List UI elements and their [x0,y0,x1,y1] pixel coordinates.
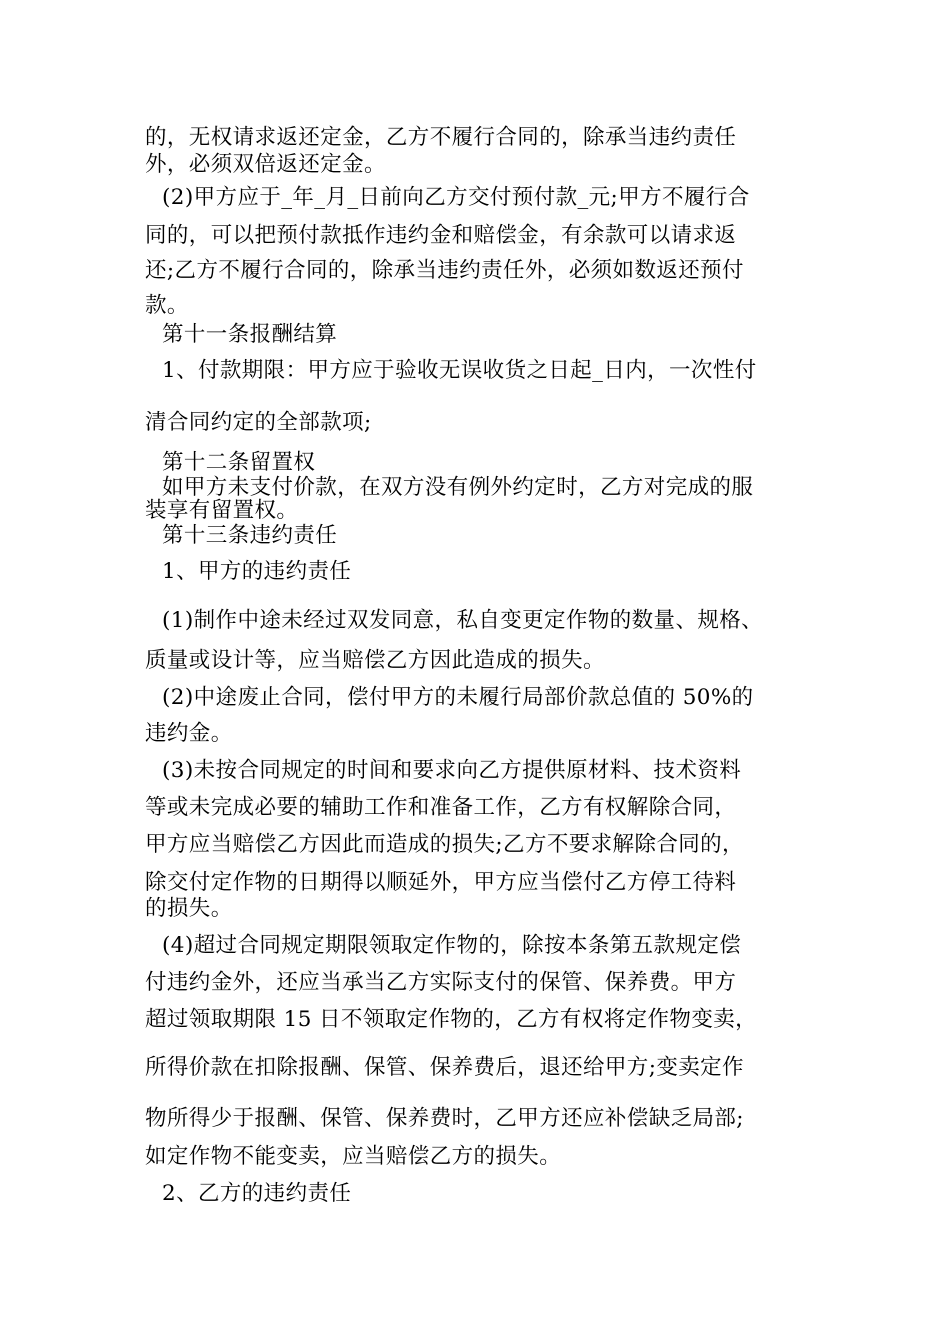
text-line: 物所得少于报酬、保管、保养费时，乙甲方还应补偿缺乏局部; [145,1106,744,1131]
text-line: (2)甲方应于_年_月_日前向乙方交付预付款_元;甲方不履行合 [162,185,750,210]
section-heading: 第十二条留置权 [162,450,316,475]
text-line: 1、付款期限：甲方应于验收无误收货之日起_日内，一次性付 [162,358,757,383]
text-line: 款。 [145,293,189,318]
text-line: 超过领取期限 15 日不领取定作物的，乙方有权将定作物变卖， [145,1007,758,1032]
text-line: 付违约金外，还应当承当乙方实际支付的保管、保养费。甲方 [145,970,737,995]
text-line: 除交付定作物的日期得以顺延外，甲方应当偿付乙方停工待料 [145,870,737,895]
section-heading: 第十一条报酬结算 [162,322,338,347]
text-line: 的，无权请求返还定金，乙方不履行合同的，除承当违约责任 [145,125,737,150]
text-line: 等或未完成必要的辅助工作和准备工作，乙方有权解除合同， [145,795,737,820]
text-line: 同的，可以把预付款抵作违约金和赔偿金，有余款可以请求返 [145,223,737,248]
text-line: 如甲方未支付价款，在双方没有例外约定时，乙方对完成的服 [162,475,754,500]
text-line: (3)未按合同规定的时间和要求向乙方提供原材料、技术资料 [162,758,742,783]
text-line: 质量或设计等，应当赔偿乙方因此造成的损失。 [145,648,605,673]
text-line: 违约金。 [145,721,233,746]
text-line: (4)超过合同规定期限领取定作物的，除按本条第五款规定偿 [162,933,742,958]
text-line: (1)制作中途未经过双发同意，私自变更定作物的数量、规格、 [162,608,764,633]
text-line: 装享有留置权。 [145,498,299,523]
text-line: 还;乙方不履行合同的，除承当违约责任外，必须如数返还预付 [145,258,744,283]
text-line: 清合同约定的全部款项; [145,410,372,435]
section-heading: 第十三条违约责任 [162,523,338,548]
text-line: (2)中途废止合同，偿付甲方的未履行局部价款总值的 50%的 [162,685,754,710]
text-line: 2、乙方的违约责任 [162,1181,352,1206]
text-line: 如定作物不能变卖，应当赔偿乙方的损失。 [145,1144,562,1169]
text-line: 甲方应当赔偿乙方因此而造成的损失;乙方不要求解除合同的， [145,832,744,857]
text-line: 所得价款在扣除报酬、保管、保养费后，退还给甲方;变卖定作 [145,1055,744,1080]
text-line: 的损失。 [145,896,233,921]
text-line: 1、甲方的违约责任 [162,559,352,584]
text-line: 外，必须双倍返还定金。 [145,152,386,177]
